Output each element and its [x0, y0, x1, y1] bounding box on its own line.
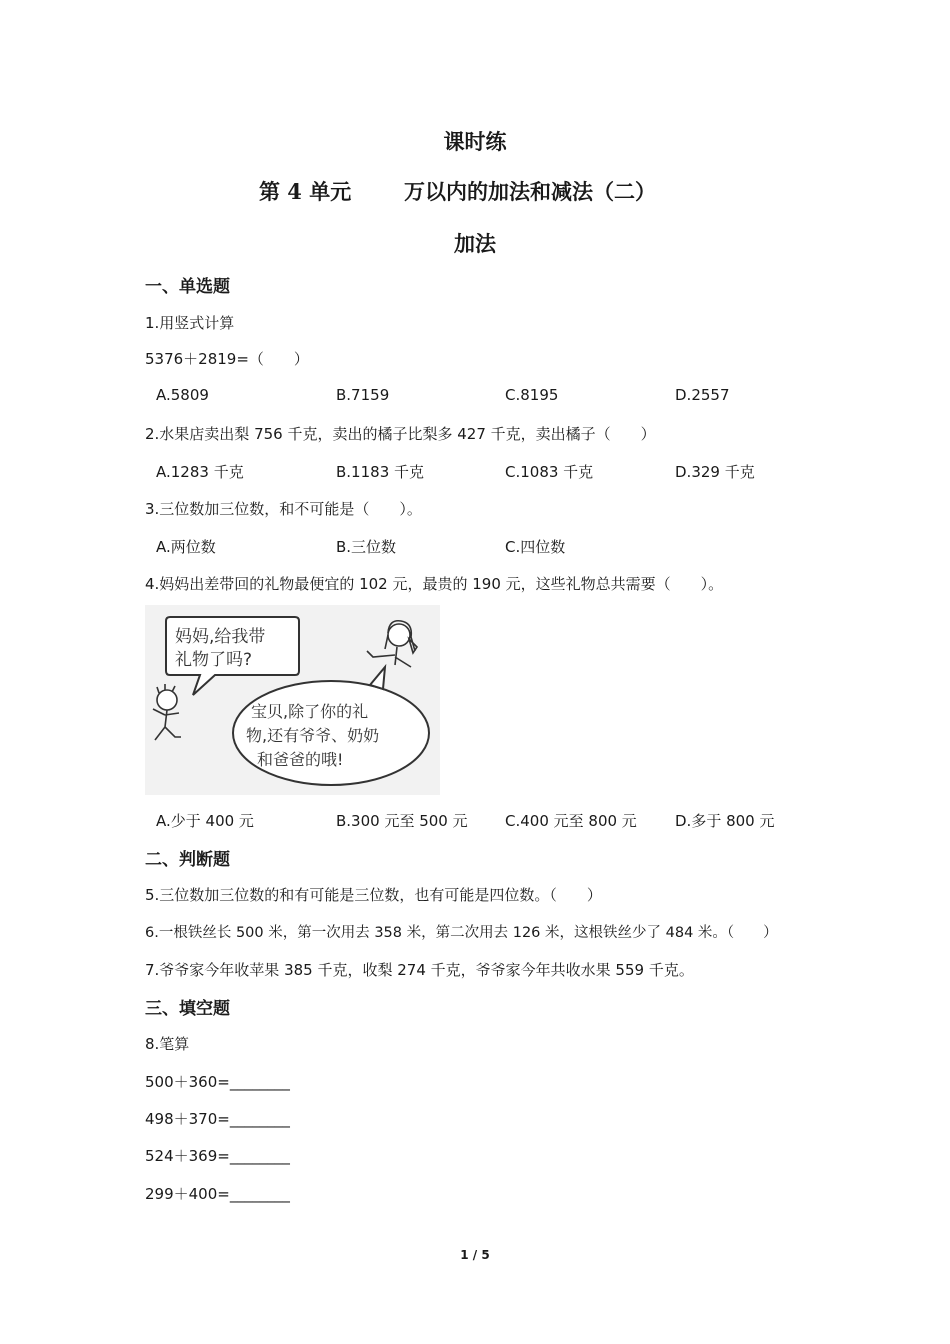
question-1-option-b: B.7159 [336, 386, 390, 404]
question-8-text: 8.笔算 [145, 1035, 190, 1053]
question-3-option-c: C.四位数 [505, 538, 566, 556]
section-heading-single-choice: 一、单选题 [145, 277, 230, 297]
question-3-option-a: A.两位数 [156, 538, 216, 556]
mother-bubble-line-1: 宝贝,除了你的礼 [251, 702, 369, 721]
gift-dialogue-illustration [145, 605, 440, 795]
question-4-option-a: A.少于 400 元 [156, 812, 254, 830]
question-1-text: 1.用竖式计算 [145, 314, 235, 332]
section-heading-fill-in: 三、填空题 [145, 999, 230, 1019]
question-6-text: 6.一根铁丝长 500 米，第一次用去 358 米，第二次用去 126 米，这根铁丝少了 484 米。（ ） [145, 925, 778, 941]
question-7-text: 7.爷爷家今年收苹果 385 千克，收梨 274 千克，爷爷家今年共收水果 559 千克。 [145, 961, 694, 979]
question-1-option-d: D.2557 [675, 386, 730, 404]
question-4-option-b: B.300 元至 500 元 [336, 812, 468, 830]
question-4-option-d: D.多于 800 元 [675, 812, 775, 830]
child-bubble-line-2: 礼物了吗? [175, 650, 253, 670]
question-4-text: 4.妈妈出差带回的礼物最便宜的 102 元，最贵的 190 元，这些礼物总共需要（ ）。 [145, 575, 724, 593]
question-8-item-3: 524＋369=________ [145, 1147, 290, 1165]
question-8-item-4: 299＋400=________ [145, 1185, 290, 1203]
unit-label: 第 4 单元 [259, 179, 352, 204]
question-2-option-d: D.329 千克 [675, 463, 755, 481]
page-number: 1 / 5 [460, 1248, 490, 1262]
unit-topic: 万以内的加法和减法（二） [404, 179, 656, 204]
question-1-option-a: A.5809 [156, 386, 209, 404]
question-8-item-1: 500＋360=________ [145, 1073, 290, 1091]
question-2-option-b: B.1183 千克 [336, 463, 425, 481]
mother-bubble-line-3: 和爸爸的哦! [257, 750, 344, 769]
page-title: 课时练 [443, 129, 507, 154]
question-5-text: 5.三位数加三位数的和有可能是三位数，也有可能是四位数。（ ） [145, 886, 602, 904]
question-1-option-c: C.8195 [505, 386, 559, 404]
question-3-text: 3.三位数加三位数，和不可能是（ ）。 [145, 500, 422, 518]
question-4-option-c: C.400 元至 800 元 [505, 812, 637, 830]
question-8-item-2: 498＋370=________ [145, 1110, 290, 1128]
question-2-option-a: A.1283 千克 [156, 463, 244, 481]
section-heading-true-false: 二、判断题 [145, 850, 230, 870]
question-2-option-c: C.1083 千克 [505, 463, 594, 481]
child-bubble-line-1: 妈妈,给我带 [175, 627, 266, 647]
question-1-expression: 5376＋2819=（ ） [145, 350, 309, 368]
question-2-text: 2.水果店卖出梨 756 千克，卖出的橘子比梨多 427 千克，卖出橘子（ ） [145, 425, 656, 443]
mother-bubble-line-2: 物,还有爷爷、奶奶 [246, 726, 380, 745]
lesson-title: 加法 [454, 231, 496, 256]
question-3-option-b: B.三位数 [336, 538, 397, 556]
